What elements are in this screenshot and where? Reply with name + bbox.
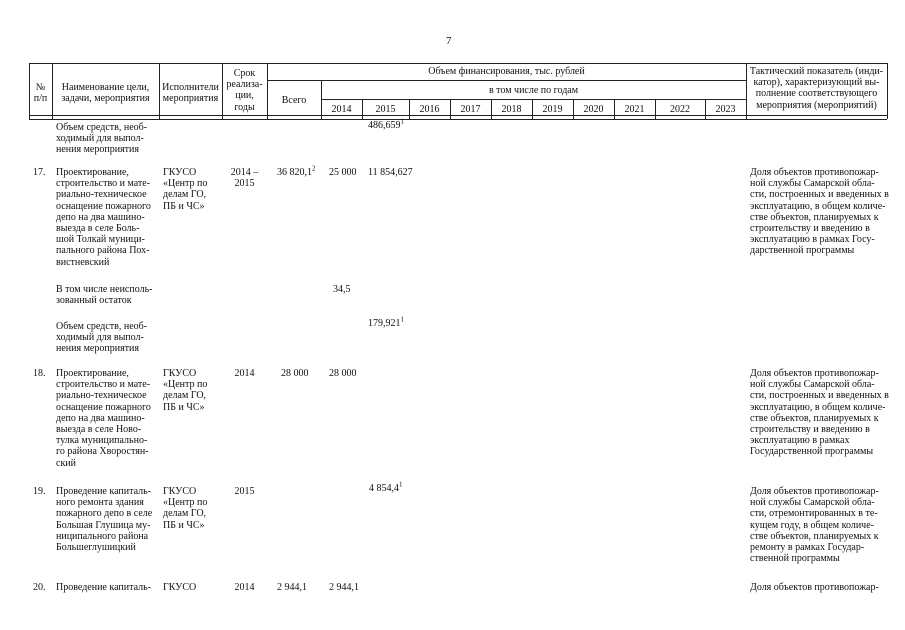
header-term: Срок реализа- ции, годы — [226, 68, 263, 113]
row-total: 36 820,1$^2$ — [277, 164, 316, 178]
row-value-2014: 25 000 — [329, 167, 357, 178]
row-indicator: Доля объектов противопожар- ной службы Самарской обла- сти, отремонтированных в те- кущем году, в общем количе- стве объектов, планируемых к ремонту в рамках Государ- ственной программы — [750, 486, 879, 565]
row-value-2014: 2 944,1 — [329, 582, 359, 593]
header-year: 2019 — [542, 104, 563, 115]
header-indicator: Тактический показатель (инди- катор), характеризующий вы- полнение соответствующего мероприятия (мероприятий) — [749, 66, 884, 111]
row-term: 2014 — [234, 582, 255, 593]
row-number: 20. — [33, 582, 46, 593]
row-name: Проектирование, строительство и мате- риально-техническое оснащение пожарного депо на два машино- выезда в селе Боль- шой Толкай муници- пального района Пох- вистневский — [56, 167, 151, 268]
header-year: 2023 — [715, 104, 736, 115]
header-year: 2017 — [460, 104, 481, 115]
row-number: 18. — [33, 368, 46, 379]
row-name: Объем средств, необ- ходимый для выпол- нения мероприятия — [56, 321, 148, 355]
row-number: 17. — [33, 167, 46, 178]
row-name: Проведение капиталь- — [56, 582, 151, 593]
header-year: 2021 — [624, 104, 645, 115]
row-value-2015: 179,921$^1$ — [368, 315, 404, 329]
header-total: Всего — [281, 95, 307, 106]
row-value-2014: 34,5 — [333, 284, 351, 295]
header-year: 2015 — [375, 104, 396, 115]
row-executor: ГКУСО «Центр по делам ГО, ПБ и ЧС» — [163, 368, 208, 413]
header-executors: Исполнители мероприятия — [162, 82, 219, 105]
row-total: 2 944,1 — [277, 582, 307, 593]
header-year: 2018 — [501, 104, 522, 115]
header-year: 2020 — [583, 104, 604, 115]
row-term: 2015 — [234, 486, 255, 497]
row-value-2015: 11 854,627 — [368, 167, 413, 178]
row-name: Объем средств, необ- ходимый для выпол- нения мероприятия — [56, 122, 148, 156]
row-total: 28 000 — [281, 368, 309, 379]
row-name: Проведение капиталь- ного ремонта здания пожарного депо в селе Большая Глушица му- ниципального района Большеглушицкий — [56, 486, 153, 554]
row-indicator: Доля объектов противопожар- ной службы Самарской обла- сти, построенных и введенных в эксплуатацию, в общем количе- стве объектов, планируемых к строительству и введению в эксплуатацию в рамках Государственной программы — [750, 368, 889, 458]
page-number: 7 — [446, 35, 452, 47]
row-executor: ГКУСО «Центр по делам ГО, ПБ и ЧС» — [163, 486, 208, 531]
row-name: Проектирование, строительство и мате- риально-техническое оснащение пожарного депо на два машино- выезда в селе Ново- тулка муниципально- го района Хворостян- ский — [56, 368, 151, 469]
row-indicator: Доля объектов противопожар- — [750, 582, 879, 593]
row-executor: ГКУСО «Центр по делам ГО, ПБ и ЧС» — [163, 167, 208, 212]
header-name: Наименование цели, задачи, мероприятия — [61, 82, 150, 105]
header-year: 2014 — [331, 104, 352, 115]
row-executor: ГКУСО — [163, 582, 197, 593]
row-value-2015: 4 854,4$^1$ — [369, 480, 403, 494]
row-term: 2014 – 2015 — [230, 167, 259, 190]
row-value-2014: 28 000 — [329, 368, 357, 379]
row-indicator: Доля объектов противопожар- ной службы Самарской обла- сти, построенных и введенных в эксплуатацию, в общем количе- стве объектов, планируемых к строительству и введению в эксплуатацию в рамках Госу- дарственной программы — [750, 167, 889, 257]
row-number: 19. — [33, 486, 46, 497]
header-num: № п/п — [33, 82, 48, 105]
header-by-years: в том числе по годам — [488, 85, 579, 96]
row-term: 2014 — [234, 368, 255, 379]
header-year: 2022 — [670, 104, 690, 115]
row-name: В том числе неисполь- зованный остаток — [56, 284, 153, 307]
row-value-2015: 486,659$^1$ — [368, 117, 404, 131]
header-year: 2016 — [419, 104, 440, 115]
header-financing: Объем финансирования, тыс. рублей — [428, 66, 585, 77]
